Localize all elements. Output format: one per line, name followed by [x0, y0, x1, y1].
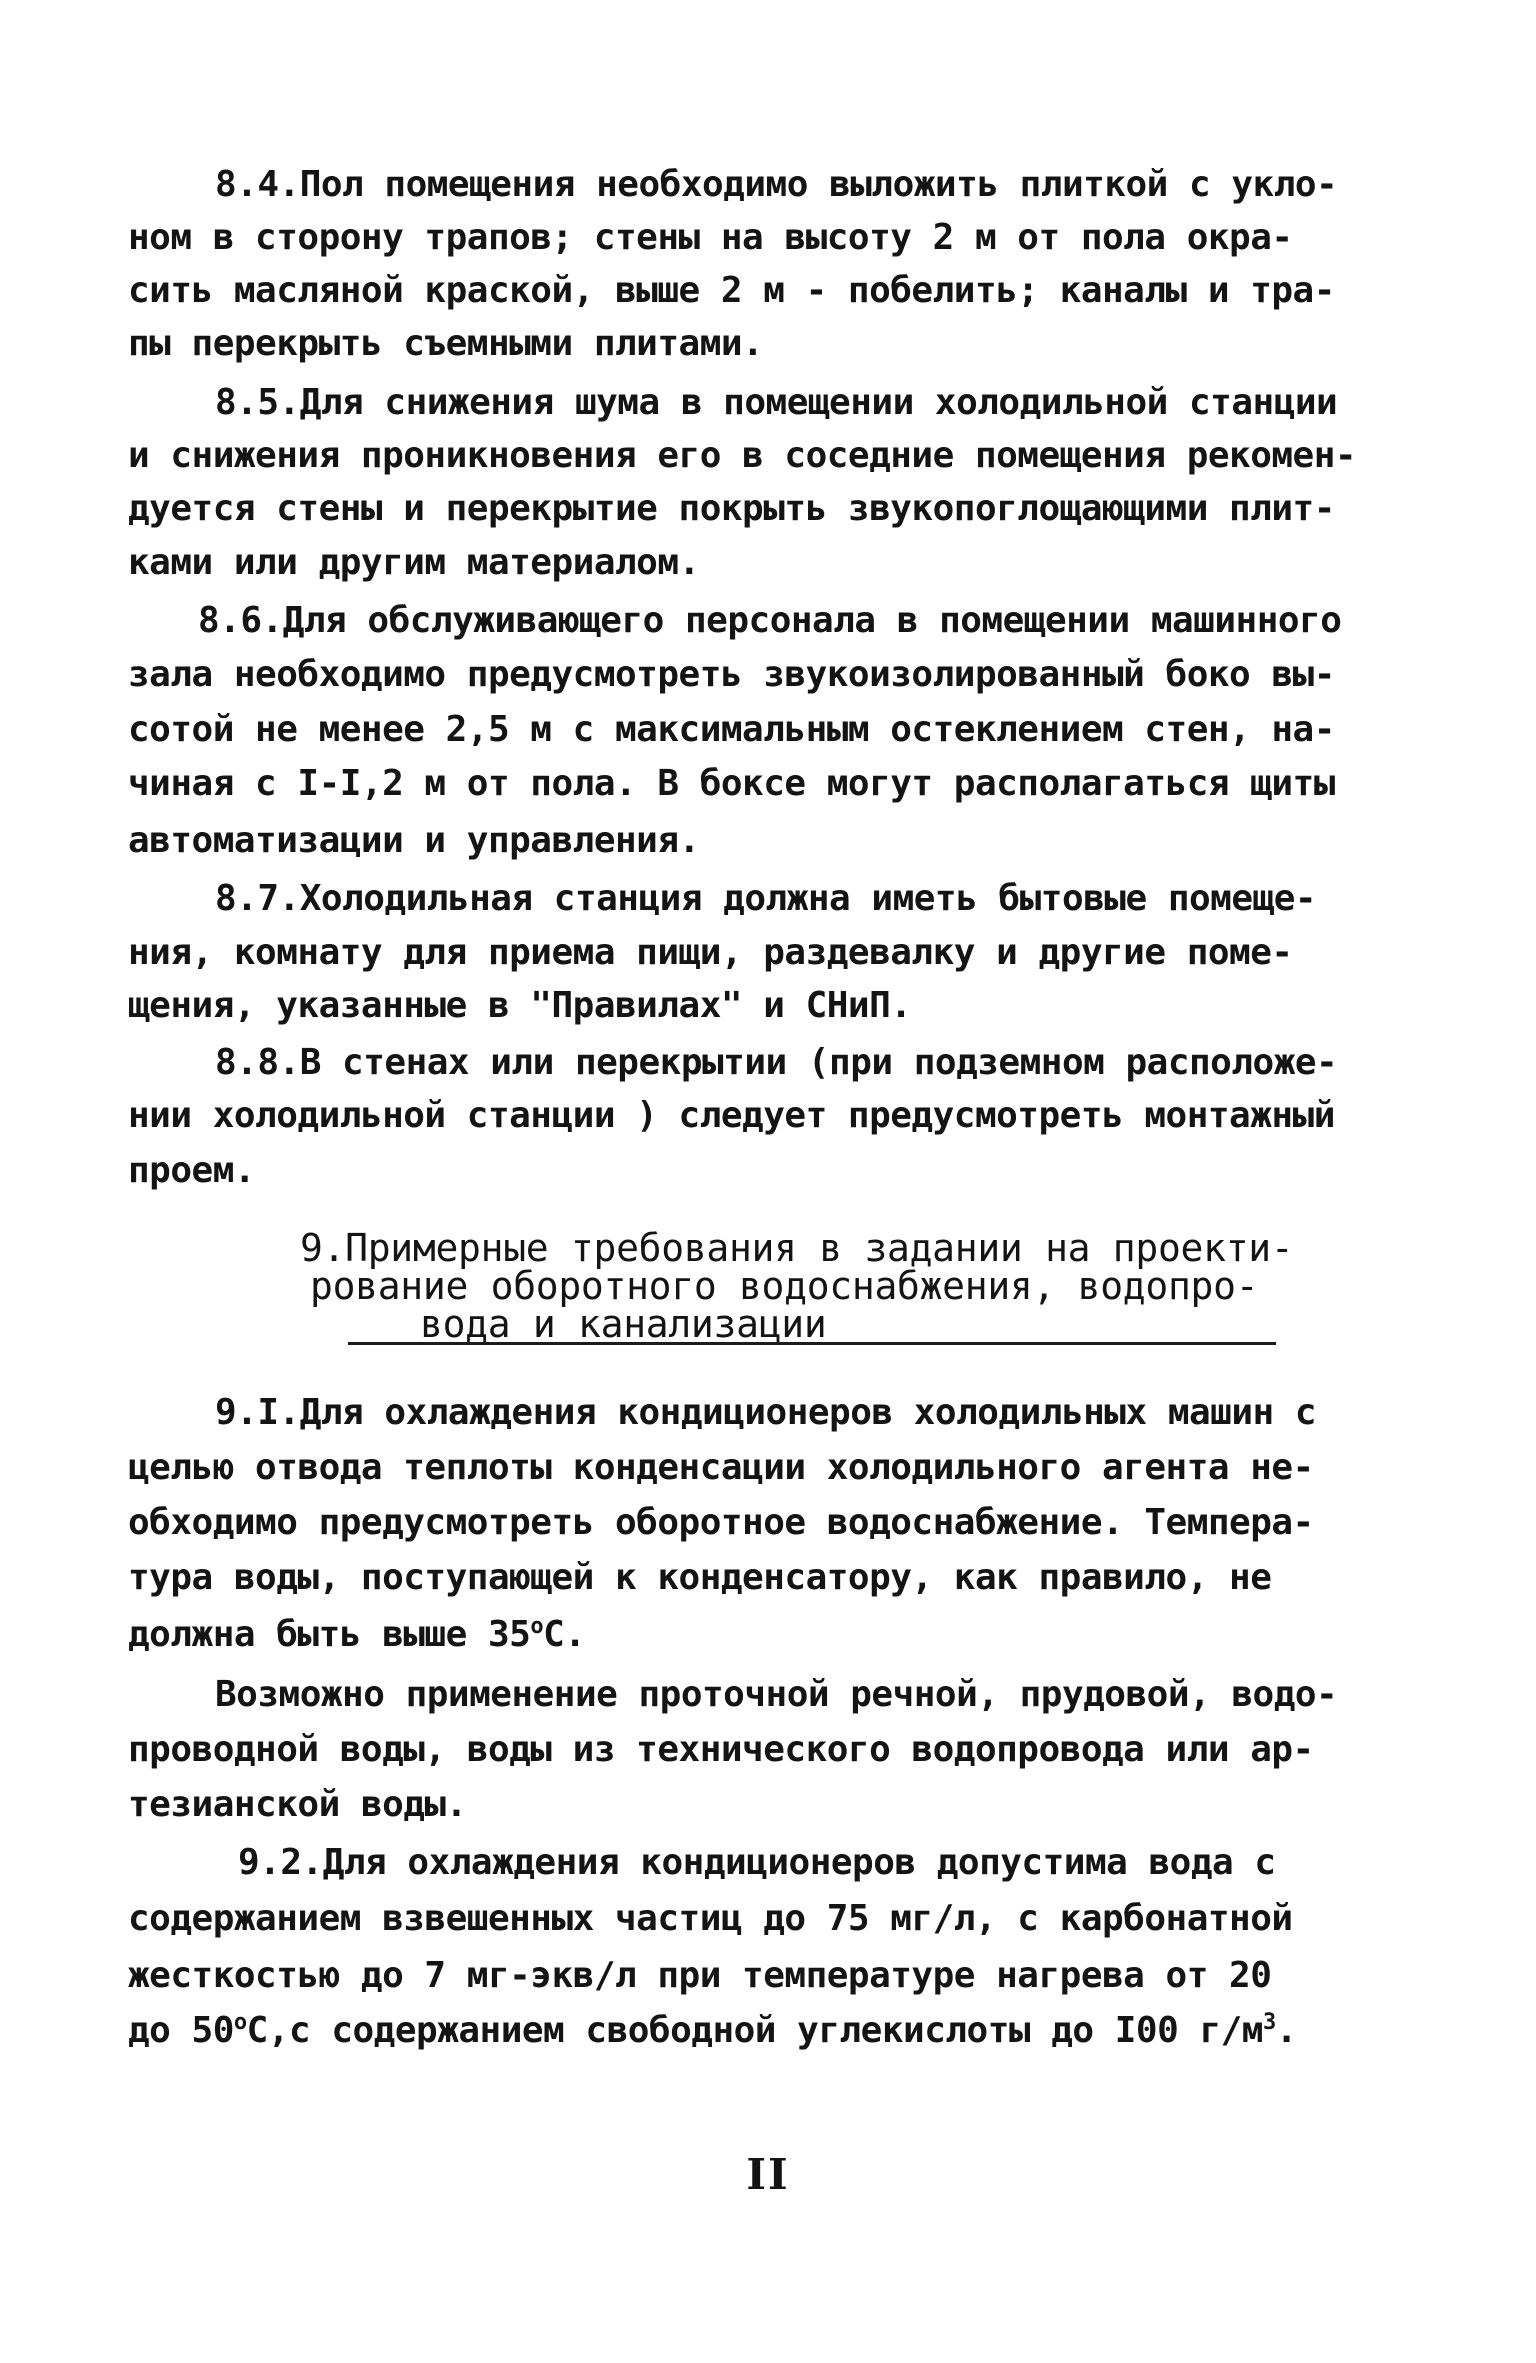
p92-line4-text: до 50	[128, 2010, 234, 2051]
cube-sup: 3	[1262, 2010, 1276, 2035]
degree-sup: о	[233, 2010, 247, 2035]
p91-line3: обходимо предусмотреть оборотное водоснабжение. Темпера-	[128, 1502, 1314, 1543]
p92-line4-mid: С,с содержанием свободной углекислоты до I00 г/м	[246, 2010, 1263, 2051]
p85-line3: дуется стены и перекрытие покрыть звукопоглощающими плит-	[128, 488, 1335, 529]
p85-line2: и снижения проникновения его в соседние помещения рекомен-	[128, 435, 1357, 476]
p91b-line1: Возможно применение проточной речной, прудовой, водо-	[215, 1674, 1338, 1715]
p92-line1: 9.2.Для охлаждения кондиционеров допустима вода с	[238, 1842, 1276, 1883]
p86-line2: зала необходимо предусмотреть звукоизолированный боко вы-	[128, 654, 1335, 695]
p88-line1: 8.8.В стенах или перекрытии (при подземном расположе-	[215, 1042, 1338, 1083]
heading9-line2: рование оборотного водоснабжения, водопро-	[310, 1264, 1259, 1308]
p84-line1: 8.4.Пол помещения необходимо выложить плиткой с укло-	[215, 164, 1338, 205]
p91-line1: 9.I.Для охлаждения кондиционеров холодильных машин с	[215, 1392, 1317, 1433]
p86-line3: сотой не менее 2,5 м с максимальным остеклением стен, на-	[128, 709, 1335, 750]
heading9-line3: вода и канализации	[420, 1302, 827, 1346]
p85-line4: ками или другим материалом.	[128, 542, 700, 583]
p91-line5	[128, 1612, 585, 1658]
p92-line4	[128, 2008, 1297, 2054]
p84-line4: пы перекрыть съемными плитами.	[128, 323, 764, 364]
heading9-line1: 9.Примерные требования в задании на проекти-	[300, 1226, 1294, 1270]
heading-underline	[348, 1342, 1276, 1345]
p91b-line3: тезианской воды.	[128, 1784, 467, 1825]
p86-line4: чиная с I-I,2 м от пола. В боксе могут располагаться щиты	[128, 763, 1335, 804]
p86-line1: 8.6.Для обслуживающего персонала в помещении машинного	[198, 600, 1342, 641]
p91b-line2: проводной воды, воды из технического водопровода или ар-	[128, 1729, 1314, 1770]
p91-line5-tail: С.	[543, 1614, 586, 1655]
p87-line2: ния, комнату для приема пищи, раздевалку и другие поме-	[128, 932, 1293, 973]
p87-line3: щения, указанные в "Правилах" и СНиП.	[128, 985, 912, 1026]
page-number: II	[746, 2150, 790, 2199]
p91-line2: целью отвода теплоты конденсации холодильного агента не-	[128, 1447, 1314, 1488]
p91-line4: тура воды, поступающей к конденсатору, как правило, не	[128, 1557, 1272, 1598]
p84-line2: ном в сторону трапов; стены на высоту 2 м от пола окра-	[128, 217, 1293, 258]
p91-line5-text: должна быть выше 35	[128, 1614, 531, 1655]
p92-line4-tail: .	[1275, 2010, 1297, 2051]
p92-line3: жесткостью до 7 мг-экв/л при температуре нагрева от 20	[128, 1955, 1272, 1996]
p88-line3: проем.	[128, 1150, 256, 1191]
p84-line3: сить масляной краской, выше 2 м - побелить; каналы и тра-	[128, 270, 1335, 311]
p86-line5: автоматизации и управления.	[128, 820, 700, 861]
p88-line2: нии холодильной станции ) следует предусмотреть монтажный	[128, 1095, 1335, 1136]
degree-sup: о	[530, 1614, 544, 1639]
p92-line2: содержанием взвешенных частиц до 75 мг/л, с карбонатной	[128, 1898, 1293, 1939]
p87-line1: 8.7.Холодильная станция должна иметь бытовые помеще-	[215, 878, 1317, 919]
p85-line1: 8.5.Для снижения шума в помещении холодильной станции	[215, 382, 1338, 423]
